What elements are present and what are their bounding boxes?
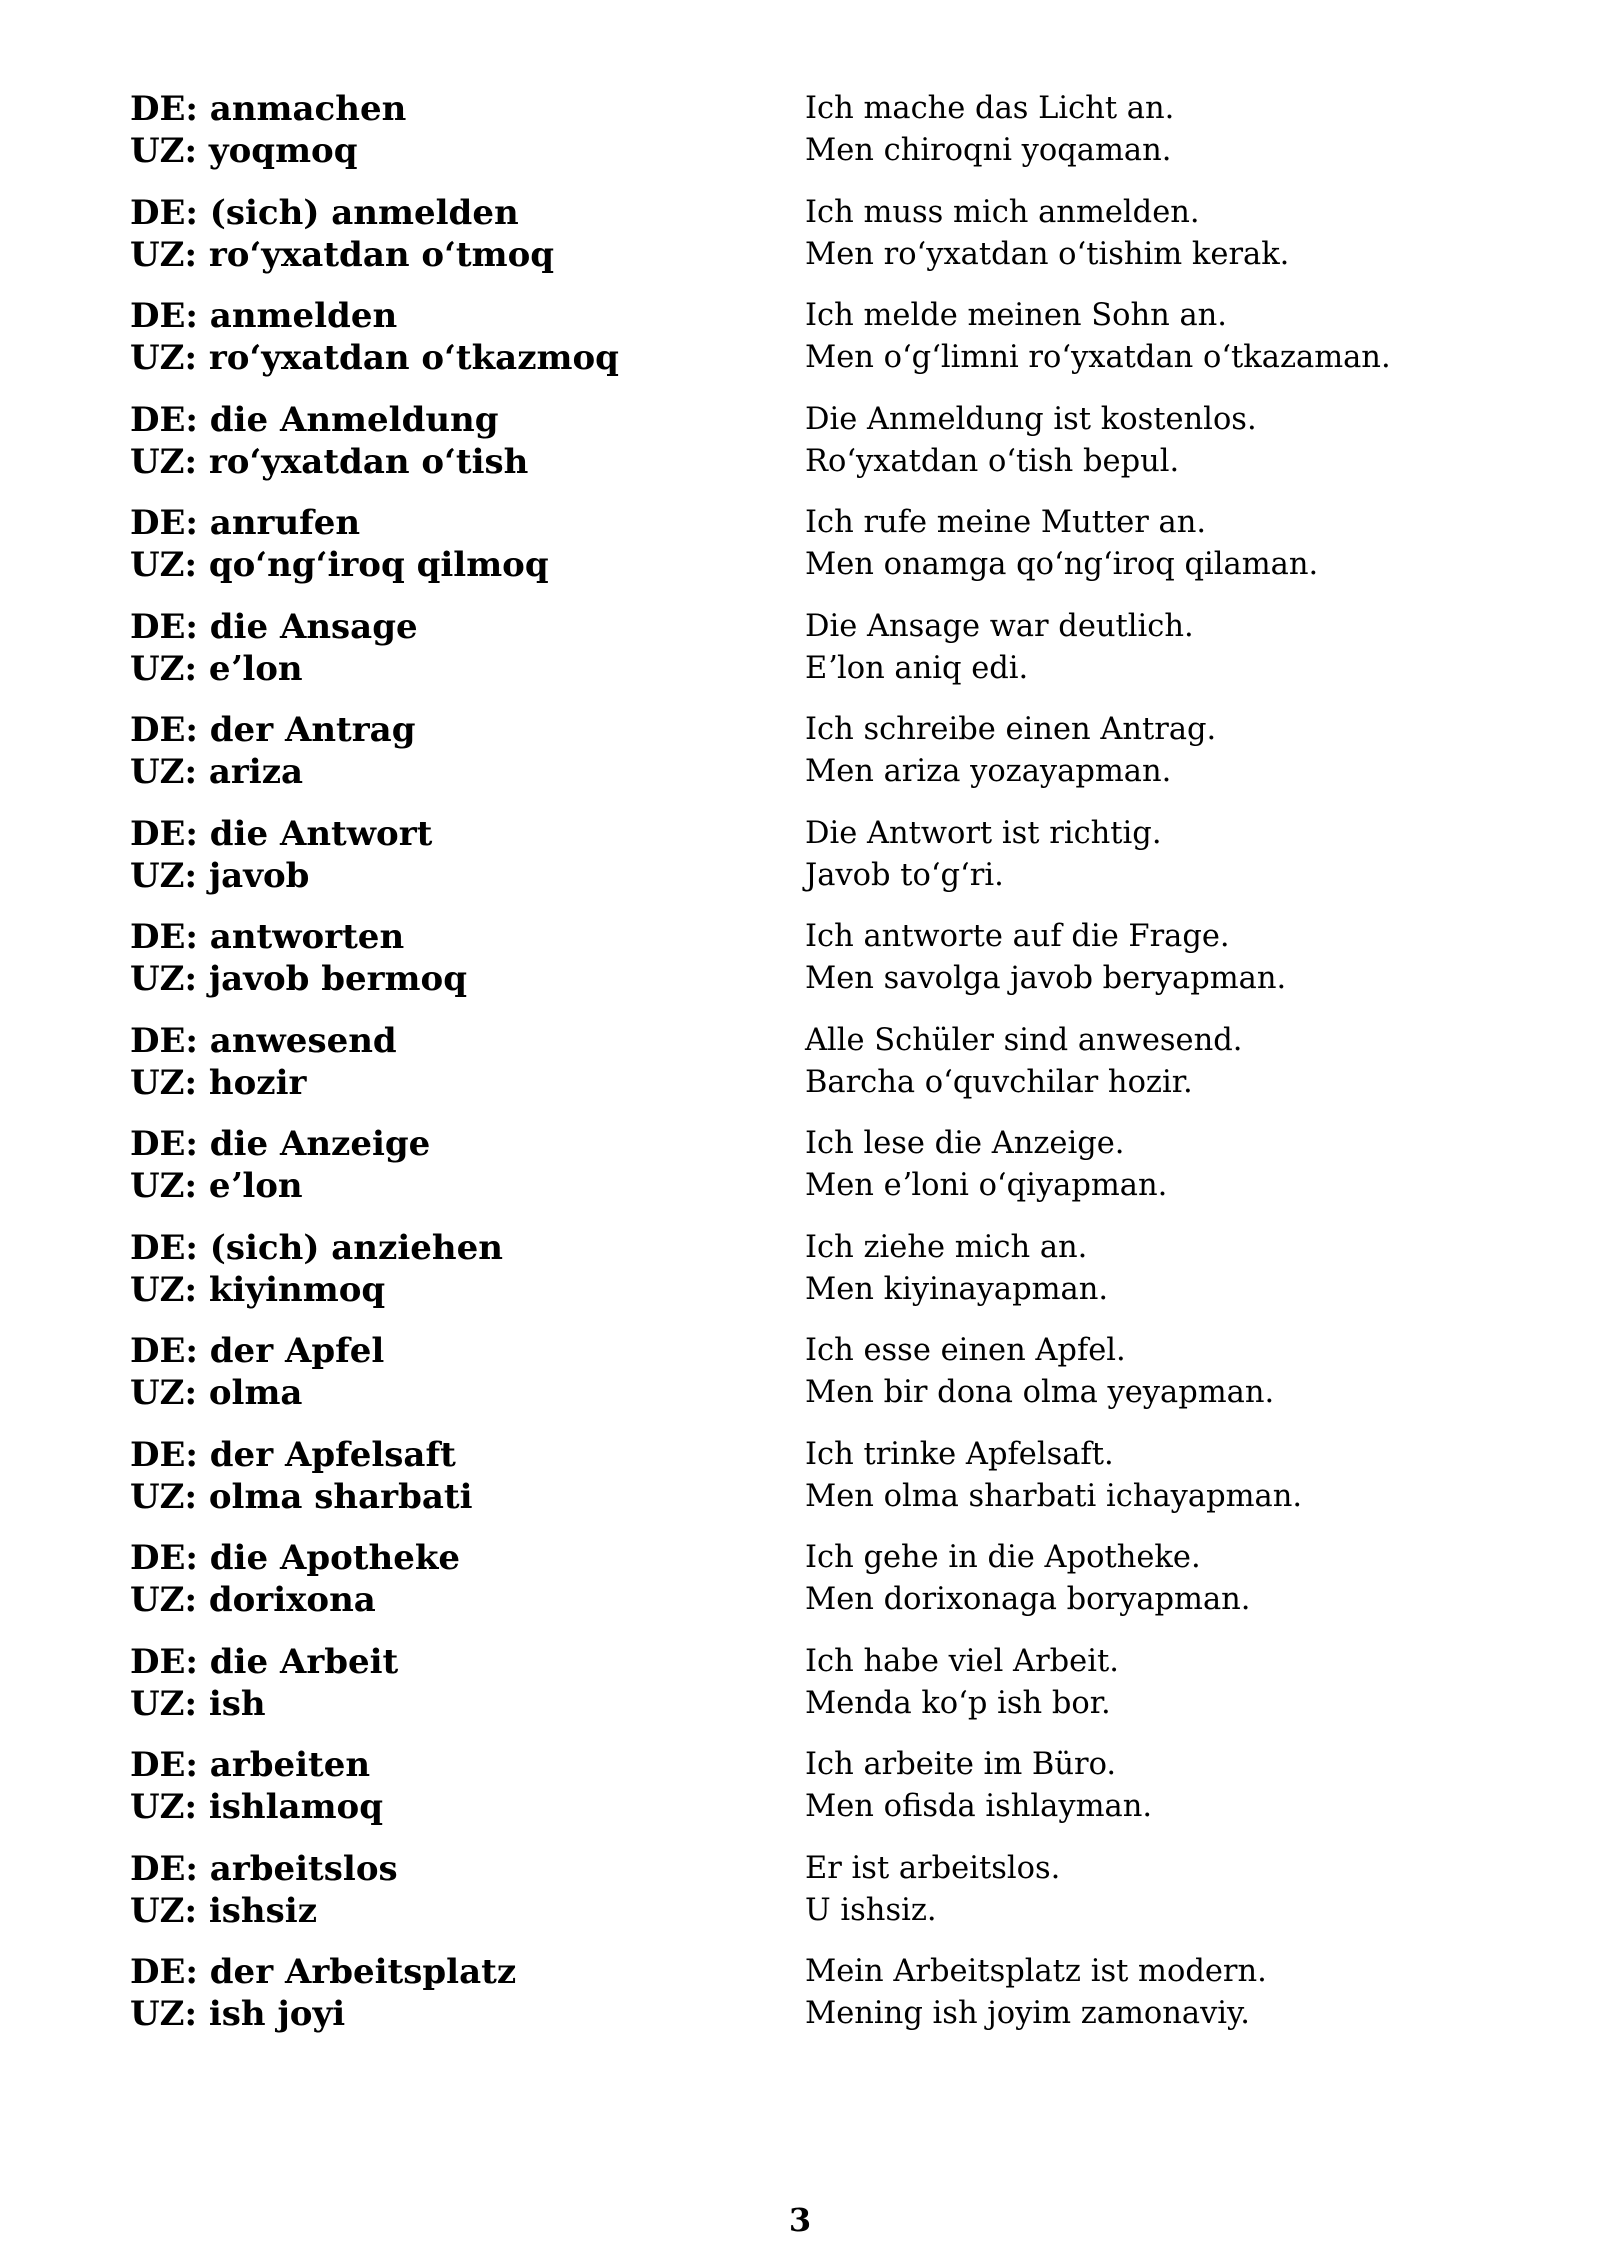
german-example-sentence: Ich gehe in die Apotheke. bbox=[805, 1540, 1201, 1575]
uzbek-term: UZ: roʻyxatdan oʻtkazmoq bbox=[130, 338, 619, 378]
example-column bbox=[805, 709, 1470, 793]
page-number: 3 bbox=[788, 2201, 812, 2239]
uzbek-example-sentence: Eʼlon aniq edi. bbox=[805, 650, 1029, 686]
uzbek-example-sentence: Men ofisda ishlayman. bbox=[805, 1789, 1153, 1824]
uzbek-term: UZ: ariza bbox=[130, 752, 304, 792]
vocabulary-entry bbox=[130, 1641, 1470, 1725]
uzbek-term: UZ: ish joyi bbox=[130, 1994, 346, 2034]
vocabulary-entry bbox=[130, 1848, 1470, 1932]
example-column bbox=[805, 916, 1470, 1000]
vocabulary-entry bbox=[130, 1123, 1470, 1207]
example-column bbox=[805, 1330, 1470, 1414]
example-column bbox=[805, 502, 1470, 586]
german-term: DE: arbeitslos bbox=[130, 1848, 398, 1889]
german-example-sentence: Ich muss mich anmelden. bbox=[805, 194, 1200, 230]
term-column bbox=[130, 1434, 805, 1518]
term-column bbox=[130, 1330, 805, 1414]
term-column bbox=[130, 1744, 805, 1828]
german-term: DE: anmachen bbox=[130, 89, 407, 129]
uzbek-term: UZ: eʼlon bbox=[130, 1166, 303, 1206]
uzbek-term: UZ: olma sharbati bbox=[130, 1476, 473, 1517]
vocabulary-entry bbox=[130, 813, 1470, 897]
uzbek-term: UZ: hozir bbox=[130, 1062, 307, 1103]
vocabulary-list bbox=[130, 88, 1470, 2055]
german-term: DE: die Anmeldung bbox=[130, 399, 499, 440]
term-column bbox=[130, 1951, 805, 2035]
uzbek-term: UZ: javob bbox=[130, 855, 310, 896]
example-column bbox=[805, 1744, 1470, 1828]
uzbek-example-sentence: Men ariza yozayapman. bbox=[805, 754, 1172, 789]
uzbek-term: UZ: ishsiz bbox=[130, 1890, 317, 1931]
uzbek-example-sentence: Men olma sharbati ichayapman. bbox=[805, 1478, 1303, 1514]
german-example-sentence: Ich habe viel Arbeit. bbox=[805, 1643, 1119, 1679]
uzbek-example-sentence: Men savolga javob beryapman. bbox=[805, 961, 1287, 996]
uzbek-example-sentence: Men eʼloni oʻqiyapman. bbox=[805, 1168, 1168, 1203]
german-example-sentence: Die Antwort ist richtig. bbox=[805, 815, 1162, 851]
example-column bbox=[805, 1848, 1470, 1932]
german-term: DE: die Arbeit bbox=[130, 1641, 399, 1682]
uzbek-term: UZ: roʻyxatdan oʻtish bbox=[130, 441, 529, 482]
german-term: DE: der Arbeitsplatz bbox=[130, 1952, 517, 1992]
vocabulary-entry bbox=[130, 295, 1470, 379]
uzbek-example-sentence: Roʻyxatdan oʻtish bepul. bbox=[805, 443, 1180, 479]
uzbek-term: UZ: javob bermoq bbox=[130, 959, 467, 999]
german-term: DE: (sich) anziehen bbox=[130, 1227, 503, 1268]
term-column bbox=[130, 192, 805, 276]
term-column bbox=[130, 813, 805, 897]
example-column bbox=[805, 399, 1470, 483]
uzbek-example-sentence: U ishsiz. bbox=[805, 1892, 937, 1928]
vocabulary-entry bbox=[130, 1744, 1470, 1828]
uzbek-example-sentence: Barcha oʻquvchilar hozir. bbox=[805, 1064, 1193, 1100]
german-term: DE: die Apotheke bbox=[130, 1538, 461, 1578]
german-example-sentence: Er ist arbeitslos. bbox=[805, 1850, 1061, 1886]
uzbek-term: UZ: ishlamoq bbox=[130, 1787, 384, 1827]
vocabulary-entry bbox=[130, 399, 1470, 483]
german-example-sentence: Die Ansage war deutlich. bbox=[805, 608, 1194, 644]
example-column bbox=[805, 192, 1470, 276]
vocabulary-entry bbox=[130, 709, 1470, 793]
vocabulary-entry bbox=[130, 1020, 1470, 1104]
german-example-sentence: Mein Arbeitsplatz ist modern. bbox=[805, 1954, 1267, 1989]
uzbek-term: UZ: olma bbox=[130, 1373, 303, 1413]
german-term: DE: anmelden bbox=[130, 296, 398, 336]
term-column bbox=[130, 399, 805, 483]
example-column bbox=[805, 1227, 1470, 1311]
uzbek-example-sentence: Men bir dona olma yeyapman. bbox=[805, 1375, 1275, 1410]
example-column bbox=[805, 1123, 1470, 1207]
german-example-sentence: Die Anmeldung ist kostenlos. bbox=[805, 401, 1257, 437]
german-term: DE: (sich) anmelden bbox=[130, 192, 519, 233]
uzbek-term: UZ: roʻyxatdan oʻtmoq bbox=[130, 234, 555, 275]
german-term: DE: die Ansage bbox=[130, 606, 418, 647]
example-column bbox=[805, 295, 1470, 379]
term-column bbox=[130, 709, 805, 793]
example-column bbox=[805, 88, 1470, 172]
term-column bbox=[130, 606, 805, 690]
example-column bbox=[805, 1641, 1470, 1725]
german-term: DE: arbeiten bbox=[130, 1745, 371, 1785]
uzbek-example-sentence: Men roʻyxatdan oʻtishim kerak. bbox=[805, 236, 1290, 272]
uzbek-term: UZ: dorixona bbox=[130, 1580, 376, 1620]
german-term: DE: antworten bbox=[130, 917, 405, 957]
term-column bbox=[130, 1227, 805, 1311]
term-column bbox=[130, 916, 805, 1000]
example-column bbox=[805, 1434, 1470, 1518]
vocabulary-entry bbox=[130, 88, 1470, 172]
example-column bbox=[805, 1951, 1470, 2035]
german-example-sentence: Ich antworte auf die Frage. bbox=[805, 919, 1230, 954]
vocabulary-entry bbox=[130, 916, 1470, 1000]
term-column bbox=[130, 1848, 805, 1932]
uzbek-example-sentence: Men chiroqni yoqaman. bbox=[805, 133, 1172, 168]
uzbek-term: UZ: yoqmoq bbox=[130, 131, 358, 171]
uzbek-example-sentence: Men oʻgʻlimni roʻyxatdan oʻtkazaman. bbox=[805, 340, 1391, 375]
german-example-sentence: Ich mache das Licht an. bbox=[805, 91, 1175, 126]
uzbek-example-sentence: Men kiyinayapman. bbox=[805, 1271, 1109, 1307]
vocabulary-entry bbox=[130, 1434, 1470, 1518]
german-term: DE: anrufen bbox=[130, 503, 361, 543]
german-term: DE: der Apfelsaft bbox=[130, 1434, 456, 1475]
vocabulary-entry bbox=[130, 192, 1470, 276]
term-column bbox=[130, 295, 805, 379]
uzbek-example-sentence: Men onamga qoʻngʻiroq qilaman. bbox=[805, 547, 1319, 582]
german-term: DE: die Antwort bbox=[130, 813, 433, 854]
german-term: DE: der Antrag bbox=[130, 710, 416, 750]
term-column bbox=[130, 502, 805, 586]
uzbek-term: UZ: kiyinmoq bbox=[130, 1269, 386, 1310]
term-column bbox=[130, 88, 805, 172]
uzbek-example-sentence: Mening ish joyim zamonaviy. bbox=[805, 1996, 1250, 2031]
german-term: DE: anwesend bbox=[130, 1020, 397, 1061]
german-term: DE: der Apfel bbox=[130, 1331, 385, 1371]
example-column bbox=[805, 606, 1470, 690]
german-example-sentence: Ich ziehe mich an. bbox=[805, 1229, 1088, 1265]
german-example-sentence: Ich melde meinen Sohn an. bbox=[805, 298, 1227, 333]
term-column bbox=[130, 1641, 805, 1725]
uzbek-term: UZ: eʼlon bbox=[130, 648, 303, 689]
term-column bbox=[130, 1020, 805, 1104]
german-example-sentence: Ich esse einen Apfel. bbox=[805, 1333, 1126, 1368]
uzbek-example-sentence: Men dorixonaga boryapman. bbox=[805, 1582, 1251, 1617]
vocabulary-entry bbox=[130, 502, 1470, 586]
example-column bbox=[805, 1020, 1470, 1104]
vocabulary-entry bbox=[130, 1951, 1470, 2035]
term-column bbox=[130, 1537, 805, 1621]
uzbek-example-sentence: Javob toʻgʻri. bbox=[805, 857, 1004, 893]
term-column bbox=[130, 1123, 805, 1207]
vocabulary-entry bbox=[130, 1330, 1470, 1414]
example-column bbox=[805, 1537, 1470, 1621]
german-example-sentence: Ich schreibe einen Antrag. bbox=[805, 712, 1217, 747]
example-column bbox=[805, 813, 1470, 897]
vocabulary-entry bbox=[130, 1537, 1470, 1621]
german-example-sentence: Ich trinke Apfelsaft. bbox=[805, 1436, 1114, 1472]
uzbek-term: UZ: qoʻngʻiroq qilmoq bbox=[130, 545, 549, 585]
german-example-sentence: Ich lese die Anzeige. bbox=[805, 1126, 1125, 1161]
vocabulary-entry bbox=[130, 1227, 1470, 1311]
german-term: DE: die Anzeige bbox=[130, 1124, 431, 1164]
uzbek-example-sentence: Menda koʻp ish bor. bbox=[805, 1685, 1111, 1721]
german-example-sentence: Ich rufe meine Mutter an. bbox=[805, 505, 1207, 540]
german-example-sentence: Alle Schüler sind anwesend. bbox=[805, 1022, 1243, 1058]
vocabulary-entry bbox=[130, 606, 1470, 690]
uzbek-term: UZ: ish bbox=[130, 1683, 266, 1724]
german-example-sentence: Ich arbeite im Büro. bbox=[805, 1747, 1117, 1782]
